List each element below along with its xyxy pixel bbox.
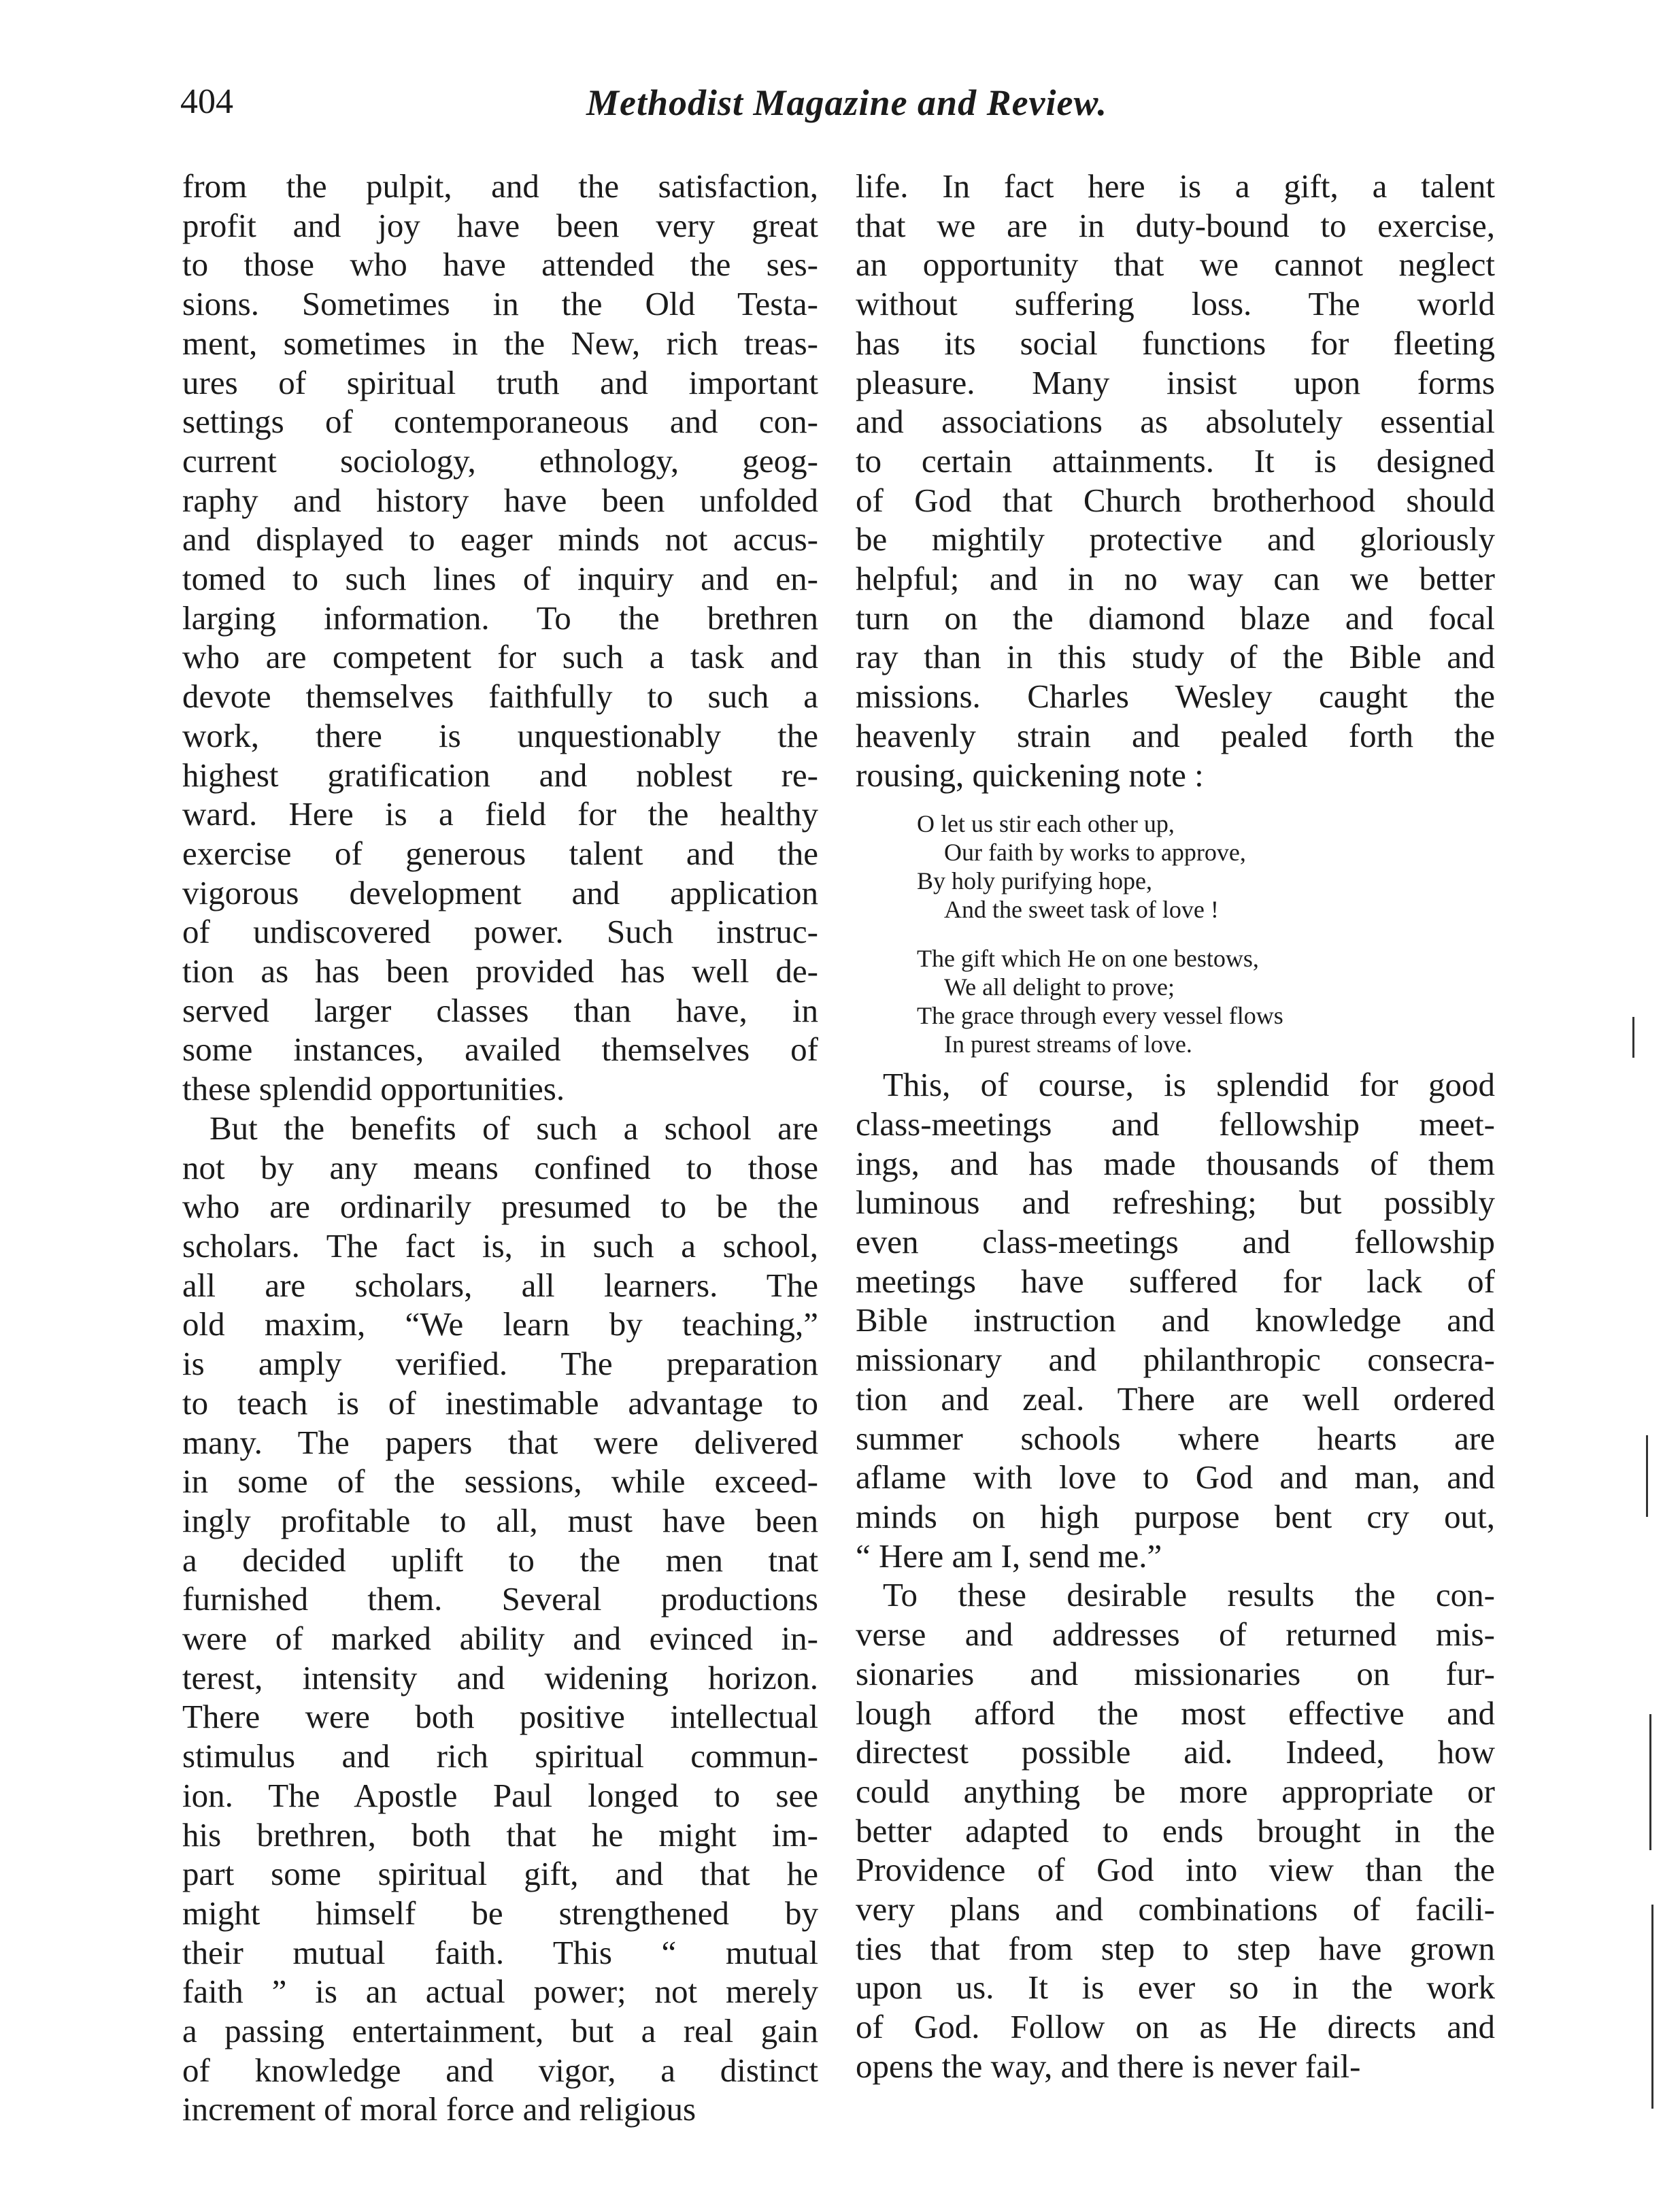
text-line: that we are in duty-bound to exercise, xyxy=(856,206,1495,244)
text-line: But the benefits of such a school are xyxy=(209,1109,818,1147)
text-line: pleasure. Many insist upon forms xyxy=(856,363,1495,401)
right-column xyxy=(856,167,1495,2086)
text-line: verse and addresses of returned mis- xyxy=(856,1615,1495,1654)
text-line: and displayed to eager minds not accus- xyxy=(182,520,818,558)
text-line: raphy and history have been unfolded xyxy=(182,481,818,519)
text-line: ion. The Apostle Paul longed to see xyxy=(182,1776,818,1814)
text-line: sionaries and missionaries on fur- xyxy=(856,1654,1495,1692)
text-line: scholars. The fact is, in such a school, xyxy=(182,1226,818,1265)
text-line: of God. Follow on as He directs and xyxy=(856,2008,1495,2046)
text-line: ray than in this study of the Bible and xyxy=(856,638,1495,676)
text-line: could anything be more appropriate or xyxy=(856,1772,1495,1810)
margin-mark xyxy=(1646,1435,1648,1517)
text-line: very plans and combinations of facili- xyxy=(856,1890,1495,1928)
text-line: of knowledge and vigor, a distinct xyxy=(182,2051,818,2089)
margin-mark xyxy=(1651,1905,1653,2109)
text-line: To these desirable results the con- xyxy=(883,1576,1495,1614)
text-line: vigorous development and application xyxy=(182,873,818,911)
text-line: tomed to such lines of inquiry and en- xyxy=(182,560,818,598)
text-line: “ Here am I, send me.” xyxy=(856,1537,1162,1575)
text-line: This, of course, is splendid for good xyxy=(883,1066,1495,1104)
text-line: were of marked ability and evinced in- xyxy=(182,1620,818,1658)
hymn-quotation xyxy=(917,809,1495,1058)
text-line: an opportunity that we cannot neglect xyxy=(856,246,1495,284)
text-line: faith ” is an actual power; not merely xyxy=(182,1973,818,2011)
text-line: upon us. It is ever so in the work xyxy=(856,1969,1495,2007)
hymn-stanza xyxy=(917,944,1495,1058)
hymn-line: We all delight to prove; xyxy=(944,973,1175,1001)
text-line: work, there is unquestionably the xyxy=(182,716,818,754)
text-line: even class-meetings and fellowship xyxy=(856,1223,1495,1261)
text-line: ment, sometimes in the New, rich treas- xyxy=(182,324,818,362)
hymn-line: In purest streams of love. xyxy=(944,1031,1192,1058)
text-line: of God that Church brotherhood should xyxy=(856,481,1495,519)
text-line: lough afford the most effective and xyxy=(856,1694,1495,1732)
text-line: rousing, quickening note : xyxy=(856,756,1204,794)
text-line: be mightily protective and gloriously xyxy=(856,520,1495,558)
right-column-top-text xyxy=(856,167,1495,794)
hymn-stanza xyxy=(917,809,1495,924)
text-line: served larger classes than have, in xyxy=(182,991,818,1029)
hymn-line: By holy purifying hope, xyxy=(917,867,1152,895)
text-line: is amply verified. The preparation xyxy=(182,1345,818,1383)
text-line: to certain attainments. It is designed xyxy=(856,441,1495,480)
text-line: larging information. To the brethren xyxy=(182,599,818,637)
text-line: Providence of God into view than the xyxy=(856,1851,1495,1889)
text-line: ward. Here is a field for the healthy xyxy=(182,795,818,833)
hymn-line: The gift which He on one bestows, xyxy=(917,945,1259,973)
margin-mark xyxy=(1649,1714,1651,1850)
text-line: ties that from step to step have grown xyxy=(856,1929,1495,1967)
text-line: from the pulpit, and the satisfaction, xyxy=(182,167,818,205)
text-line: terest, intensity and widening horizon. xyxy=(182,1658,818,1696)
text-line: heavenly strain and pealed forth the xyxy=(856,716,1495,754)
text-line: better adapted to ends brought in the xyxy=(856,1811,1495,1849)
right-column-bottom-text xyxy=(856,1065,1495,2086)
text-line: There were both positive intellectual xyxy=(182,1698,818,1736)
text-line: Bible instruction and knowledge and xyxy=(856,1301,1495,1339)
text-line: ings, and has made thousands of them xyxy=(856,1144,1495,1182)
text-line: aflame with love to God and man, and xyxy=(856,1458,1495,1496)
text-line: tion and zeal. There are well ordered xyxy=(856,1379,1495,1418)
text-line: has its social functions for fleeting xyxy=(856,324,1495,362)
text-line: might himself be strengthened by xyxy=(182,1894,818,1932)
text-line: ures of spiritual truth and important xyxy=(182,363,818,401)
text-line: turn on the diamond blaze and focal xyxy=(856,599,1495,637)
text-line: who are competent for such a task and xyxy=(182,638,818,676)
text-line: current sociology, ethnology, geog- xyxy=(182,441,818,480)
text-line: a decided uplift to the men tnat xyxy=(182,1541,818,1579)
text-line: devote themselves faithfully to such a xyxy=(182,677,818,716)
text-line: profit and joy have been very great xyxy=(182,206,818,244)
hymn-line: And the sweet task of love ! xyxy=(944,896,1219,924)
text-line: not by any means confined to those xyxy=(182,1148,818,1186)
text-line: life. In fact here is a gift, a talent xyxy=(856,167,1495,205)
text-line: part some spiritual gift, and that he xyxy=(182,1855,818,1893)
text-line: his brethren, both that he might im- xyxy=(182,1815,818,1854)
text-line: summer schools where hearts are xyxy=(856,1419,1495,1457)
text-line: many. The papers that were delivered xyxy=(182,1423,818,1461)
text-line: a passing entertainment, but a real gain xyxy=(182,2012,818,2050)
text-line: tion as has been provided has well de- xyxy=(182,952,818,990)
text-line: missionary and philanthropic consecra- xyxy=(856,1341,1495,1379)
page-header xyxy=(180,82,1513,143)
text-line: highest gratification and noblest re- xyxy=(182,756,818,794)
text-line: of undiscovered power. Such instruc- xyxy=(182,913,818,951)
text-line: opens the way, and there is never fail- xyxy=(856,2047,1361,2085)
text-line: meetings have suffered for lack of xyxy=(856,1262,1495,1300)
text-line: missions. Charles Wesley caught the xyxy=(856,677,1495,716)
text-line: stimulus and rich spiritual commun- xyxy=(182,1737,818,1775)
text-line: minds on high purpose bent cry out, xyxy=(856,1497,1495,1535)
text-line: to teach is of inestimable advantage to xyxy=(182,1384,818,1422)
text-line: luminous and refreshing; but possibly xyxy=(856,1184,1495,1222)
text-line: directest possible aid. Indeed, how xyxy=(856,1733,1495,1771)
text-line: helpful; and in no way can we better xyxy=(856,560,1495,598)
text-line: ingly profitable to all, must have been xyxy=(182,1501,818,1539)
text-line: these splendid opportunities. xyxy=(182,1070,565,1108)
text-line: increment of moral force and religious xyxy=(182,2090,696,2128)
hymn-line: O let us stir each other up, xyxy=(917,810,1175,838)
running-title: Methodist Magazine and Review. xyxy=(586,82,1108,123)
text-line: exercise of generous talent and the xyxy=(182,834,818,872)
text-line: old maxim, “We learn by teaching,” xyxy=(182,1305,818,1343)
text-line: furnished them. Several productions xyxy=(182,1580,818,1618)
text-line: sions. Sometimes in the Old Testa- xyxy=(182,285,818,323)
text-line: some instances, availed themselves of xyxy=(182,1031,818,1069)
page-number: 404 xyxy=(180,82,233,121)
text-line: all are scholars, all learners. The xyxy=(182,1266,818,1304)
text-line: and associations as absolutely essential xyxy=(856,403,1495,441)
left-column xyxy=(182,167,818,2129)
hymn-line: Our faith by works to approve, xyxy=(944,839,1246,867)
text-line: in some of the sessions, while exceed- xyxy=(182,1462,818,1501)
text-line: settings of contemporaneous and con- xyxy=(182,403,818,441)
margin-mark xyxy=(1632,1017,1634,1058)
text-line: class-meetings and fellowship meet- xyxy=(856,1105,1495,1143)
text-line: to those who have attended the ses- xyxy=(182,246,818,284)
text-line: without suffering loss. The world xyxy=(856,285,1495,323)
hymn-line: The grace through every vessel flows xyxy=(917,1002,1283,1030)
text-line: their mutual faith. This “ mutual xyxy=(182,1933,818,1971)
text-line: who are ordinarily presumed to be the xyxy=(182,1188,818,1226)
